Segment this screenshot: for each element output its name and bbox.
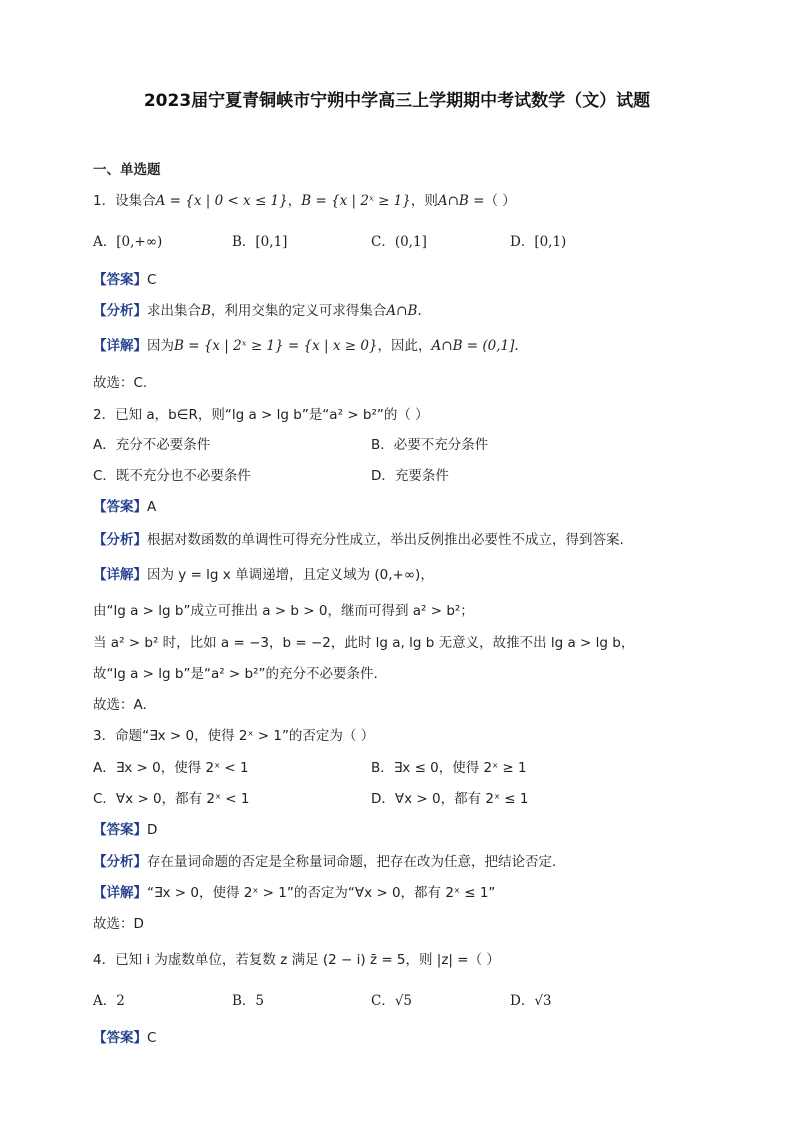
q1-detail: 【详解】因为B = {x | 2ˣ ≥ 1} = {x | x ≥ 0}，因此，A∩B = (0,1]. xyxy=(93,338,519,354)
q1-option-b: B．[0,1] xyxy=(232,234,288,250)
page-title: 2023届宁夏青铜峡市宁朔中学高三上学期期中考试数学（文）试题 xyxy=(143,91,651,111)
q2-option-c: C．既不充分也不必要条件 xyxy=(93,468,251,484)
q2-option-d: D．充要条件 xyxy=(371,468,449,484)
q1-conclusion: 故选：C. xyxy=(93,375,148,391)
q1-stem: 1．设集合A = {x | 0 < x ≤ 1}，B = {x | 2ˣ ≥ 1}，则A∩B =（ ） xyxy=(93,193,516,209)
q3-option-c: C．∀x > 0，都有 2ˣ < 1 xyxy=(93,791,250,807)
q1-option-a: A．[0,+∞) xyxy=(93,234,163,250)
q1-answer: 【答案】C xyxy=(93,272,157,288)
q3-option-a: A．∃x > 0，使得 2ˣ < 1 xyxy=(93,760,249,776)
q4-option-a: A．2 xyxy=(93,993,125,1009)
q2-option-a: A．充分不必要条件 xyxy=(93,437,211,453)
q3-analysis: 【分析】存在量词命题的否定是全称量词命题，把存在改为任意，把结论否定. xyxy=(93,854,557,870)
q4-answer: 【答案】C xyxy=(93,1030,157,1046)
q1-option-c: C．(0,1] xyxy=(371,234,427,250)
q1-analysis: 【分析】求出集合B，利用交集的定义可求得集合A∩B. xyxy=(93,303,422,319)
q2-stem: 2．已知 a，b∈R，则“lg a > lg b”是“a² > b²”的（ ） xyxy=(93,407,429,423)
q4-stem: 4．已知 i 为虚数单位，若复数 z 满足 (2 − i) z̄ = 5，则 |z| =（ ） xyxy=(93,952,500,968)
section-heading: 一、单选题 xyxy=(93,162,161,178)
q2-detail-3: 当 a² > b² 时，比如 a = −3，b = −2，此时 lg a, lg b 无意义，故推不出 lg a > lg b， xyxy=(93,635,635,651)
q4-option-d: D．√3 xyxy=(510,993,552,1009)
q1-set-a: A = {x | 0 < x ≤ 1} xyxy=(155,193,288,209)
q3-conclusion: 故选：D xyxy=(93,916,144,932)
q2-option-b: B．必要不充分条件 xyxy=(371,437,489,453)
q3-option-b: B．∃x ≤ 0，使得 2ˣ ≥ 1 xyxy=(371,760,527,776)
q2-detail-4: 故“lg a > lg b”是“a² > b²”的充分不必要条件. xyxy=(93,666,378,682)
q2-analysis: 【分析】根据对数函数的单调性可得充分性成立，举出反例推出必要性不成立，得到答案. xyxy=(93,532,624,548)
q2-answer: 【答案】A xyxy=(93,499,157,515)
q2-detail-2: 由“lg a > lg b”成立可推出 a > b > 0，继而可得到 a² > b²； xyxy=(93,603,474,619)
q1-option-d: D．[0,1) xyxy=(510,234,567,250)
q1-set-b: B = {x | 2ˣ ≥ 1} xyxy=(301,193,411,209)
q2-detail-1: 【详解】因为 y = lg x 单调递增，且定义域为 (0,+∞)， xyxy=(93,567,434,583)
q4-option-c: C．√5 xyxy=(371,993,413,1009)
q4-option-b: B．5 xyxy=(232,993,265,1009)
q3-detail: 【详解】“∃x > 0，使得 2ˣ > 1”的否定为“∀x > 0，都有 2ˣ ≤ 1” xyxy=(93,885,496,901)
q3-answer: 【答案】D xyxy=(93,822,158,838)
q3-option-d: D．∀x > 0，都有 2ˣ ≤ 1 xyxy=(371,791,529,807)
q3-stem: 3．命题“∃x > 0，使得 2ˣ > 1”的否定为（ ） xyxy=(93,728,375,744)
q2-conclusion: 故选：A. xyxy=(93,697,147,713)
